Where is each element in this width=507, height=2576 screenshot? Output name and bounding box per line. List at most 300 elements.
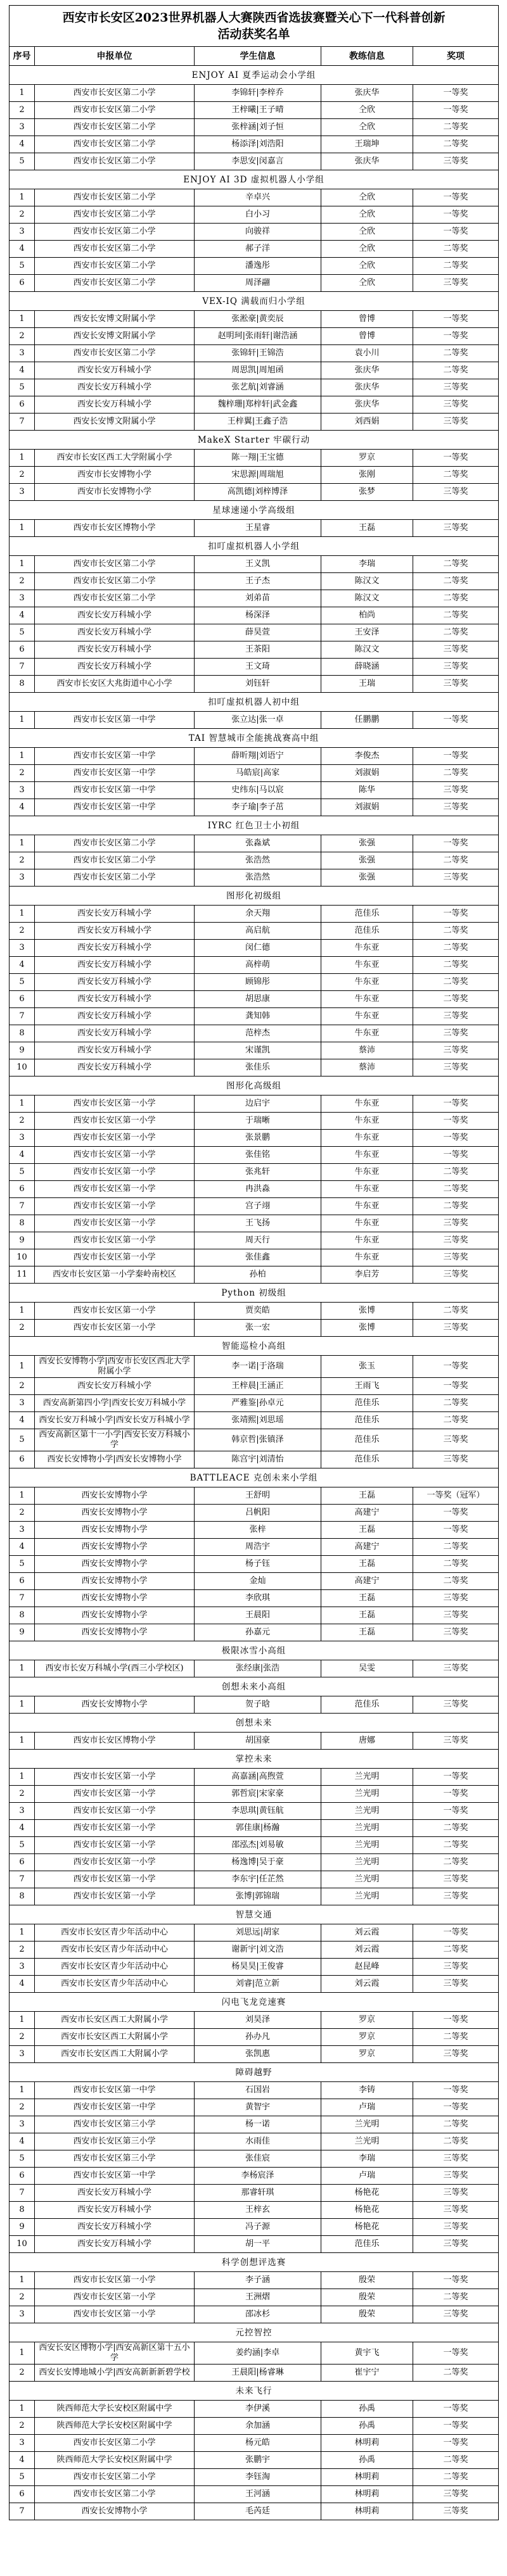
row-number: 4: [10, 2452, 35, 2469]
award-cell: 二等奖: [413, 1837, 499, 1854]
student-cell: 于瑞晰: [195, 1113, 321, 1130]
unit-cell: 西安市长安区第一小学: [35, 1854, 195, 1871]
student-cell: 胡思康: [195, 991, 321, 1008]
unit-cell: 西安市长安区第一小学: [35, 1803, 195, 1820]
coach-cell: 李俊杰: [321, 748, 413, 765]
student-cell: 王洲熠: [195, 2289, 321, 2306]
student-cell: 刘弟苗: [195, 590, 321, 607]
award-cell: 三等奖: [413, 782, 499, 799]
row-number: 2: [10, 1941, 35, 1959]
row-number: 6: [10, 991, 35, 1008]
award-cell: 一等奖: [413, 1786, 499, 1803]
award-cell: 三等奖: [413, 484, 499, 501]
row-number: 5: [10, 2150, 35, 2168]
coach-cell: 牛东亚: [321, 1215, 413, 1232]
unit-cell: 西安市长安区第一小学: [35, 1215, 195, 1232]
student-cell: 张佳鑫: [195, 1249, 321, 1266]
award-row: [10, 450, 499, 467]
award-row: [10, 1607, 499, 1624]
row-number: 3: [10, 2046, 35, 2063]
award-cell: 三等奖: [413, 1429, 499, 1451]
coach-cell: 牛东亚: [321, 1008, 413, 1025]
unit-cell: 西安市长安区第二小学: [35, 85, 195, 102]
student-cell: 杨添泽|刘浩阳: [195, 136, 321, 153]
award-row: [10, 799, 499, 816]
student-cell: 高梓萌: [195, 957, 321, 974]
coach-cell: 孙禹: [321, 2452, 413, 2469]
award-row: [10, 991, 499, 1008]
student-cell: 边启宇: [195, 1095, 321, 1113]
award-row: [10, 328, 499, 345]
row-number: 2: [10, 102, 35, 119]
student-cell: 王星睿: [195, 520, 321, 537]
section-header: [10, 887, 499, 906]
row-number: 7: [10, 1871, 35, 1888]
award-cell: 二等奖: [413, 136, 499, 153]
coach-cell: 高建宁: [321, 1573, 413, 1590]
award-row: [10, 2185, 499, 2202]
coach-cell: 殷荣: [321, 2272, 413, 2289]
award-row: [10, 1888, 499, 1905]
award-row: [10, 2219, 499, 2236]
coach-cell: 范佳乐: [321, 2236, 413, 2253]
unit-cell: 西安市长安区博物小学: [35, 1733, 195, 1750]
coach-cell: 王安泽: [321, 624, 413, 641]
award-row: [10, 2435, 499, 2452]
student-cell: 谢新宇|刘文浩: [195, 1941, 321, 1959]
award-cell: 一等奖: [413, 1147, 499, 1164]
unit-cell: 西安市长安区第一小学: [35, 1786, 195, 1803]
award-cell: 三等奖: [413, 1696, 499, 1714]
row-number: 3: [10, 782, 35, 799]
row-number: 1: [10, 2272, 35, 2289]
student-cell: 陈一翔|王宝德: [195, 450, 321, 467]
row-number: 8: [10, 1888, 35, 1905]
row-number: 6: [10, 2168, 35, 2185]
unit-cell: 西安长安万科城小学: [35, 906, 195, 923]
award-cell: 二等奖: [413, 852, 499, 869]
student-cell: 石国岩: [195, 2082, 321, 2099]
row-number: 1: [10, 450, 35, 467]
award-row: [10, 206, 499, 224]
award-row: [10, 641, 499, 659]
unit-cell: 西安长安万科城小学: [35, 362, 195, 379]
row-number: 6: [10, 641, 35, 659]
award-row: [10, 624, 499, 641]
row-number: 6: [10, 396, 35, 414]
unit-cell: 西安长安万科城小学: [35, 2236, 195, 2253]
award-cell: 三等奖: [413, 153, 499, 170]
award-row: [10, 2236, 499, 2253]
student-cell: 李思琪|黄钰航: [195, 1803, 321, 1820]
section-header: [10, 1993, 499, 2012]
student-cell: 李钰淘: [195, 2469, 321, 2486]
student-cell: 刘睿|范立新: [195, 1976, 321, 1993]
row-number: 3: [10, 590, 35, 607]
row-number: 7: [10, 2503, 35, 2520]
coach-cell: 罗京: [321, 450, 413, 467]
unit-cell: 西安市长安区第二小学: [35, 345, 195, 362]
row-number: 2: [10, 765, 35, 782]
row-number: 4: [10, 607, 35, 624]
section-header: [10, 1284, 499, 1303]
row-number: 2: [10, 467, 35, 484]
coach-cell: 刘淑娟: [321, 799, 413, 816]
award-row: [10, 1215, 499, 1232]
award-row: [10, 1147, 499, 1164]
unit-cell: 西安市长安区第一小学: [35, 1113, 195, 1130]
coach-cell: 任鹏鹏: [321, 712, 413, 729]
coach-cell: 张强: [321, 835, 413, 852]
award-cell: 三等奖: [413, 1660, 499, 1677]
row-number: 2: [10, 852, 35, 869]
row-number: 1: [10, 189, 35, 206]
award-row: [10, 1232, 499, 1249]
unit-cell: 西安长安博物小学: [35, 1590, 195, 1607]
row-number: 2: [10, 206, 35, 224]
row-number: 1: [10, 556, 35, 573]
coach-cell: 牛东亚: [321, 1198, 413, 1215]
header-coach: 教练信息: [321, 47, 413, 66]
section-header: [10, 729, 499, 748]
row-number: 4: [10, 799, 35, 816]
coach-cell: 范佳乐: [321, 923, 413, 940]
coach-cell: 仝欣: [321, 224, 413, 241]
row-number: 1: [10, 1095, 35, 1113]
student-cell: 李东宇|任芷然: [195, 1871, 321, 1888]
award-row: [10, 189, 499, 206]
award-row: [10, 1590, 499, 1607]
unit-cell: 西安长安万科城小学: [35, 2185, 195, 2202]
coach-cell: 刘西娟: [321, 414, 413, 431]
student-cell: 金灿: [195, 1573, 321, 1590]
coach-cell: 刘淑娟: [321, 765, 413, 782]
coach-cell: 牛东亚: [321, 1147, 413, 1164]
page-title: [10, 6, 499, 47]
unit-cell: 西安长安博地城小学|西安高新新新碧学校: [35, 2364, 195, 2382]
unit-cell: 西安市长安区第二小学: [35, 224, 195, 241]
row-number: 9: [10, 1624, 35, 1641]
unit-cell: 西安长安万科城小学: [35, 659, 195, 676]
row-number: 1: [10, 906, 35, 923]
award-cell: 一等奖: [413, 224, 499, 241]
coach-cell: 仝欣: [321, 258, 413, 275]
award-cell: 二等奖: [413, 362, 499, 379]
row-number: 5: [10, 258, 35, 275]
row-number: 4: [10, 1412, 35, 1429]
unit-cell: 西安长安博物小学|西安长安博物小学: [35, 1451, 195, 1468]
award-row: [10, 2289, 499, 2306]
section-title: MakeX Starter 牢碳行动: [10, 431, 499, 450]
row-number: 1: [10, 85, 35, 102]
student-cell: 向骏祥: [195, 224, 321, 241]
award-row: [10, 1008, 499, 1025]
coach-cell: 牛东亚: [321, 1164, 413, 1181]
coach-cell: 曾博: [321, 311, 413, 328]
award-row: [10, 1959, 499, 1976]
row-number: 6: [10, 1573, 35, 1590]
unit-cell: 西安市长安区青少年活动中心: [35, 1959, 195, 1976]
award-row: [10, 1786, 499, 1803]
award-cell: 三等奖: [413, 1215, 499, 1232]
unit-cell: 西安市长安区第二小学: [35, 241, 195, 258]
coach-cell: 王磊: [321, 520, 413, 537]
award-row: [10, 1556, 499, 1573]
award-row: [10, 241, 499, 258]
row-number: 1: [10, 520, 35, 537]
award-cell: 二等奖: [413, 119, 499, 136]
coach-cell: 兰光明: [321, 1888, 413, 1905]
unit-cell: 西安市长安区第二小学: [35, 590, 195, 607]
student-cell: 张立达|张一卓: [195, 712, 321, 729]
student-cell: 孙办凡: [195, 2029, 321, 2046]
unit-cell: 西安市长安区第二小学: [35, 2469, 195, 2486]
row-number: 2: [10, 1786, 35, 1803]
unit-cell: 西安市长安区第三小学: [35, 2150, 195, 2168]
award-cell: 三等奖: [413, 1320, 499, 1337]
unit-cell: 西安市长安区第二小学: [35, 573, 195, 590]
row-number: 3: [10, 1395, 35, 1412]
unit-cell: 西安长安博物小学: [35, 1607, 195, 1624]
unit-cell: 西安长安博物小学: [35, 1696, 195, 1714]
unit-cell: 西安长安博文附属小学: [35, 414, 195, 431]
award-cell: 二等奖: [413, 1941, 499, 1959]
section-header: [10, 501, 499, 520]
coach-cell: 高建宁: [321, 1505, 413, 1522]
unit-cell: 西安市长安区第二小学: [35, 189, 195, 206]
coach-cell: 高建宁: [321, 1539, 413, 1556]
award-row: [10, 2469, 499, 2486]
student-cell: 李子涵: [195, 2272, 321, 2289]
unit-cell: 西安长安博物小学: [35, 1539, 195, 1556]
unit-cell: 西安长安万科城小学: [35, 624, 195, 641]
award-row: [10, 153, 499, 170]
award-cell: 一等奖: [413, 328, 499, 345]
unit-cell: 西安市长安区第二小学: [35, 102, 195, 119]
section-header: [10, 2253, 499, 2272]
coach-cell: 兰光明: [321, 2116, 413, 2133]
header-row: [10, 47, 499, 66]
row-number: 5: [10, 1837, 35, 1854]
student-cell: 李杨宸泽: [195, 2168, 321, 2185]
unit-cell: 西安市长安区大兆街道中心小学: [35, 676, 195, 693]
award-cell: 二等奖: [413, 1820, 499, 1837]
award-row: [10, 1505, 499, 1522]
student-cell: 王梓翼|王鑫子浩: [195, 414, 321, 431]
award-row: [10, 1378, 499, 1395]
award-cell: 二等奖: [413, 2452, 499, 2469]
award-cell: 二等奖: [413, 573, 499, 590]
row-number: 5: [10, 1164, 35, 1181]
student-cell: 冯子源: [195, 2219, 321, 2236]
row-number: 3: [10, 345, 35, 362]
award-row: [10, 1871, 499, 1888]
student-cell: 顾锦彤: [195, 974, 321, 991]
coach-cell: 杨艳花: [321, 2202, 413, 2219]
section-header: [10, 1468, 499, 1487]
section-header: [10, 1641, 499, 1660]
unit-cell: 西安市长安区青少年活动中心: [35, 1976, 195, 1993]
coach-cell: 罗京: [321, 2029, 413, 2046]
award-cell: 二等奖: [413, 2116, 499, 2133]
award-row: [10, 275, 499, 292]
coach-cell: 王磊: [321, 1590, 413, 1607]
row-number: 1: [10, 1487, 35, 1505]
award-cell: 三等奖: [413, 1266, 499, 1284]
award-cell: 一等奖: [413, 835, 499, 852]
coach-cell: 杨艳花: [321, 2185, 413, 2202]
unit-cell: 西安长安博物小学: [35, 1487, 195, 1505]
row-number: 1: [10, 2012, 35, 2029]
unit-cell: 西安长安万科城小学: [35, 974, 195, 991]
award-row: [10, 1130, 499, 1147]
award-row: [10, 520, 499, 537]
section-title: 智慧交通: [10, 1905, 499, 1924]
award-row: [10, 2452, 499, 2469]
coach-cell: 牛东亚: [321, 1181, 413, 1198]
coach-cell: 范佳乐: [321, 1696, 413, 1714]
coach-cell: 林明莉: [321, 2435, 413, 2452]
award-row: [10, 2202, 499, 2219]
award-cell: 三等奖: [413, 1232, 499, 1249]
row-number: 1: [10, 712, 35, 729]
award-cell: 二等奖: [413, 556, 499, 573]
award-cell: 二等奖: [413, 258, 499, 275]
award-cell: 三等奖: [413, 1959, 499, 1976]
unit-cell: 西安长安博物小学|西安市长安区西北大学附属小学: [35, 1356, 195, 1378]
student-cell: 张佳铭: [195, 1147, 321, 1164]
award-row: [10, 1660, 499, 1677]
section-title: 掌控未来: [10, 1750, 499, 1769]
award-row: [10, 2012, 499, 2029]
award-cell: 三等奖: [413, 1888, 499, 1905]
student-cell: 那睿轩琪: [195, 2185, 321, 2202]
section-title: ENJOY AI 3D 虚拟机器人小学组: [10, 170, 499, 189]
award-row: [10, 1696, 499, 1714]
unit-cell: 西安长安万科城小学: [35, 940, 195, 957]
award-cell: 一等奖: [413, 1803, 499, 1820]
award-cell: 二等奖: [413, 923, 499, 940]
row-number: 3: [10, 940, 35, 957]
unit-cell: 西安市长安区第一小学: [35, 1303, 195, 1320]
unit-cell: 西安市长安区第一小学: [35, 1769, 195, 1786]
row-number: 1: [10, 1769, 35, 1786]
row-number: 9: [10, 2219, 35, 2236]
award-cell: 一等奖: [413, 1130, 499, 1147]
student-cell: 潘逸彤: [195, 258, 321, 275]
award-row: [10, 2116, 499, 2133]
unit-cell: 西安长安博物小学: [35, 1573, 195, 1590]
student-cell: 王义凯: [195, 556, 321, 573]
award-row: [10, 1266, 499, 1284]
student-cell: 周泽翮: [195, 275, 321, 292]
student-cell: 王河涵: [195, 2486, 321, 2503]
row-number: 10: [10, 1059, 35, 1076]
unit-cell: 西安市长安区第一中学: [35, 2099, 195, 2116]
award-row: [10, 1303, 499, 1320]
section-title: Python 初级组: [10, 1284, 499, 1303]
award-row: [10, 940, 499, 957]
coach-cell: 兰光明: [321, 1786, 413, 1803]
unit-cell: 西安市长安区第二小学: [35, 258, 195, 275]
row-number: 2: [10, 2029, 35, 2046]
coach-cell: 刘云霞: [321, 1976, 413, 1993]
unit-cell: 西安长安万科城小学: [35, 396, 195, 414]
student-cell: 李思安|闵嘉言: [195, 153, 321, 170]
student-cell: 孙柏: [195, 1266, 321, 1284]
unit-cell: 西安长安万科城小学: [35, 1378, 195, 1395]
award-row: [10, 467, 499, 484]
award-row: [10, 1803, 499, 1820]
coach-cell: 仝欣: [321, 275, 413, 292]
unit-cell: 西安市长安区第一小学: [35, 2272, 195, 2289]
coach-cell: 王磊: [321, 1624, 413, 1641]
coach-cell: 卢瑞: [321, 2099, 413, 2116]
student-cell: 张经康|张浩: [195, 1660, 321, 1677]
coach-cell: 兰光明: [321, 1871, 413, 1888]
student-cell: 马皓宸|高家: [195, 765, 321, 782]
award-cell: 三等奖: [413, 414, 499, 431]
award-row: [10, 2272, 499, 2289]
award-table: [9, 5, 499, 2520]
unit-cell: 西安市长安区第二小学: [35, 835, 195, 852]
student-cell: 张佳乐: [195, 1059, 321, 1076]
award-row: [10, 1395, 499, 1412]
unit-cell: 西安长安博文附属小学: [35, 328, 195, 345]
award-cell: 二等奖: [413, 624, 499, 641]
coach-cell: 殷荣: [321, 2289, 413, 2306]
award-row: [10, 311, 499, 328]
coach-cell: 兰光明: [321, 1854, 413, 1871]
row-number: 6: [10, 2486, 35, 2503]
coach-cell: 杨艳花: [321, 2219, 413, 2236]
award-cell: 一等奖: [413, 206, 499, 224]
unit-cell: 西安市长安区第一小学: [35, 1198, 195, 1215]
row-number: 1: [10, 748, 35, 765]
student-cell: 吕帆阳: [195, 1505, 321, 1522]
section-header: [10, 1750, 499, 1769]
section-header: [10, 2382, 499, 2401]
student-cell: 王飞扬: [195, 1215, 321, 1232]
award-cell: 三等奖: [413, 2486, 499, 2503]
unit-cell: 西安长安万科城小学: [35, 1042, 195, 1059]
student-cell: 孙嘉元: [195, 1624, 321, 1641]
award-row: [10, 2150, 499, 2168]
unit-cell: 陕西师范大学长安校区附属中学: [35, 2418, 195, 2435]
unit-cell: 西安市长安区第一中学: [35, 765, 195, 782]
award-row: [10, 869, 499, 887]
award-cell: 一等奖: [413, 2435, 499, 2452]
unit-cell: 西安市长安区第一小学: [35, 1837, 195, 1854]
student-cell: 杨逸博|吴于豪: [195, 1854, 321, 1871]
coach-cell: 林明莉: [321, 2486, 413, 2503]
row-number: 1: [10, 1696, 35, 1714]
award-sheet: [9, 5, 498, 2520]
award-row: [10, 1924, 499, 1941]
student-cell: 张佳宸: [195, 2150, 321, 2168]
unit-cell: 西安市长安区博物小学: [35, 520, 195, 537]
section-title: BATTLEACE 克创未来小学组: [10, 1468, 499, 1487]
unit-cell: 西安长安博物小学: [35, 1624, 195, 1641]
unit-cell: 西安市长安区第三小学: [35, 2116, 195, 2133]
award-row: [10, 1522, 499, 1539]
award-cell: 三等奖: [413, 869, 499, 887]
row-number: 1: [10, 1733, 35, 1750]
section-title: 星球速递小学高级组: [10, 501, 499, 520]
student-cell: 郝子洋: [195, 241, 321, 258]
row-number: 5: [10, 1556, 35, 1573]
student-cell: 王舒明: [195, 1487, 321, 1505]
